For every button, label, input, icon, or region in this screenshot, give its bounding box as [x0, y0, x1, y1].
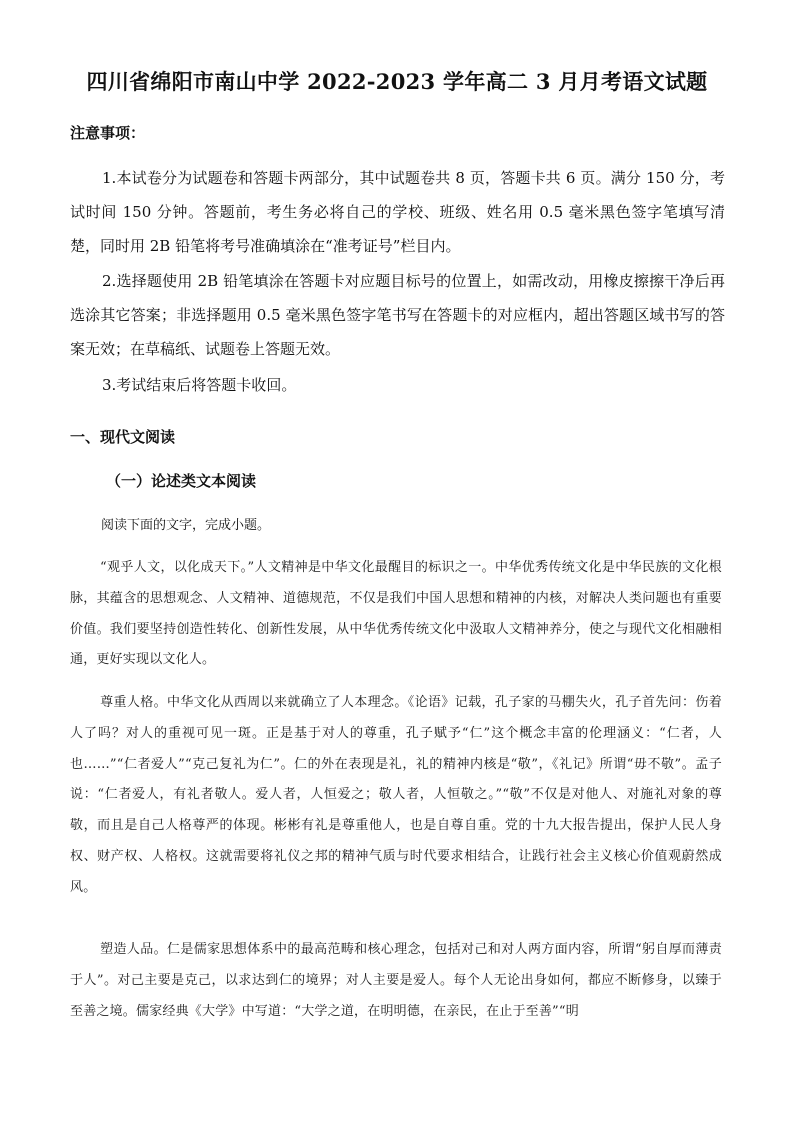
passage-paragraph-3 — [70, 935, 722, 1027]
reading-instruction: 阅读下面的文字，完成小题。 — [101, 518, 271, 533]
notice-item-1 — [70, 161, 725, 263]
paragraph-text: “观乎人文，以化成天下。”人文精神是中华文化最醒目的标识之一。中华优秀传统文化是中华民族的文化根脉，其蕴含的思想观念、人文精神、道德规范，不仅是我们中国人思想和精神的内核，对解决人类问题也有重要价值。我们要坚持创造性转化、创新性发展，从中华优秀传统文化中汲取人文精神养分，使之与现代文化相融相通，更好实现以文化人。 — [70, 560, 722, 668]
passage-paragraph-1 — [70, 553, 722, 676]
notice-item-text: 3.考试结束后将答题卡收回。 — [102, 376, 297, 394]
notice-item-3 — [70, 368, 725, 402]
subsection-heading: （一）论述类文本阅读 — [106, 472, 257, 490]
notice-item-text: 1.本试卷分为试题卷和答题卡两部分，其中试题卷共 8 页，答题卡共 6 页。满分 150 分，考试时间 150 分钟。答题前，考生务必将自己的学校、班级、姓名用 0.5 毫米黑色签字笔填写清楚，同时用 2B 铅笔将考号准确填涂在“准考证号”栏目内。 — [70, 169, 725, 255]
notice-item-text: 2.选择题使用 2B 铅笔填涂在答题卡对应题目标号的位置上，如需改动，用橡皮擦擦干净后再选涂其它答案；非选择题用 0.5 毫米黑色签字笔书写在答题卡的对应框内，超出答题区域书写的答案无效；在草稿纸、试题卷上答题无效。 — [70, 272, 725, 358]
passage-paragraph-2 — [70, 688, 722, 904]
section-heading: 一、现代文阅读 — [70, 428, 176, 446]
paragraph-text: 尊重人格。中华文化从西周以来就确立了人本理念。《论语》记载，孔子家的马棚失火，孔子首先问：伤着人了吗？对人的重视可见一斑。正是基于对人的尊重，孔子赋予“仁”这个概念丰富的伦理涵义：“仁者，人也……”“仁者爱人”“克己复礼为仁”。仁的外在表现是礼，礼的精神内核是“敬”，《礼记》所谓“毋不敬”。孟子说：“仁者爱人，有礼者敬人。爱人者，人恒爱之；敬人者，人恒敬之。”“敬”不仅是对他人、对施礼对象的尊敬，而且是自己人格尊严的体现。彬彬有礼是尊重他人，也是自尊自重。党的十九大报告提出，保护人民人身权、财产权、人格权。这就需要将礼仪之邦的精神气质与时代要求相结合，让践行社会主义核心价值观蔚然成风。 — [70, 695, 722, 895]
paragraph-text: 塑造人品。仁是儒家思想体系中的最高范畴和核心理念，包括对己和对人两方面内容，所谓“躬自厚而薄责于人”。对己主要是克己，以求达到仁的境界；对人主要是爱人。每个人无论出身如何，都应不断修身，以臻于至善之境。儒家经典《大学》中写道：“大学之道，在明明德，在亲民，在止于至善”“明 — [70, 942, 722, 1019]
notice-item-2 — [70, 264, 725, 366]
notice-heading: 注意事项： — [70, 124, 146, 142]
page-title: 四川省绵阳市南山中学 2022-2023 学年高二 3 月月考语文试题 — [86, 69, 708, 94]
